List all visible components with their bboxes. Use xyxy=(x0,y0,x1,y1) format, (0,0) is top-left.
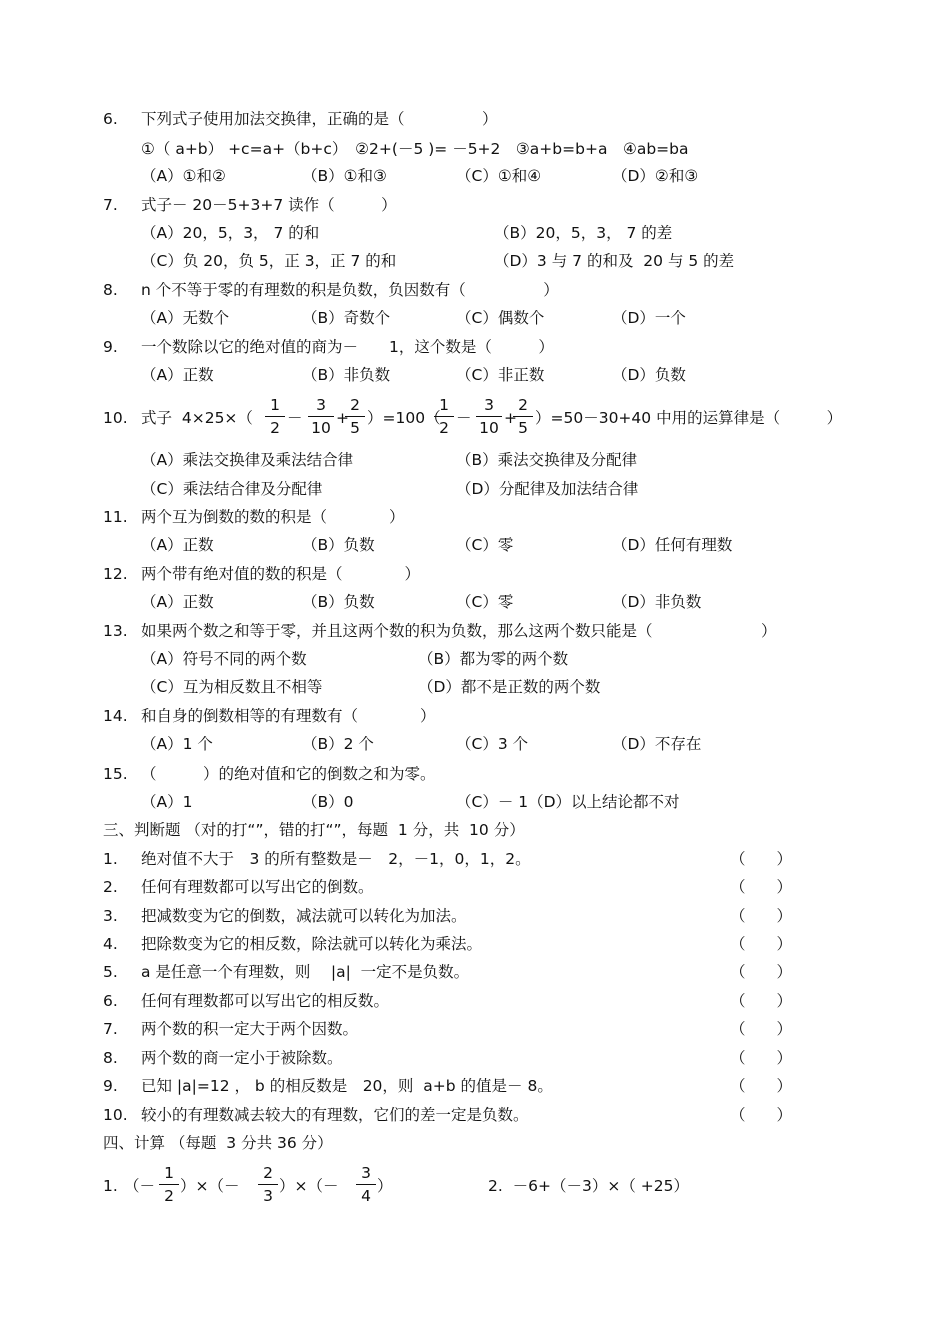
q8-option-c: （C）偶数个 xyxy=(456,309,545,327)
q14-option-a: （A）1 个 xyxy=(141,735,213,753)
q10-fraction-6: 2 5 xyxy=(513,396,533,437)
q10-operator-3: － xyxy=(456,409,472,427)
q14-stem: 和自身的倒数相等的有理数有（ ） xyxy=(141,707,436,725)
tf-7-answer-blank[interactable]: （ ） xyxy=(730,1020,793,1038)
q10-fraction-1: 1 2 xyxy=(265,396,285,437)
section-3-title: 三、判断题 （对的打“”，错的打“”，每题 1 分，共 10 分） xyxy=(103,821,525,839)
q9-option-d: （D）负数 xyxy=(612,366,686,384)
calc-1-fraction-3: 3 4 xyxy=(356,1164,376,1205)
section-4-title: 四、计算 （每题 3 分共 36 分） xyxy=(103,1134,333,1152)
q10-fraction-5: 3 10 xyxy=(476,396,502,437)
tf-9-answer-blank[interactable]: （ ） xyxy=(730,1077,793,1095)
q15-option-b: （B）0 xyxy=(302,793,354,811)
q12-option-b: （B）负数 xyxy=(302,593,375,611)
q11-option-d: （D）任何有理数 xyxy=(612,536,733,554)
q10-number: 10. xyxy=(103,409,128,427)
tf-8-answer-blank[interactable]: （ ） xyxy=(730,1049,793,1067)
q6-option-b: （B）①和③ xyxy=(302,167,387,185)
q11-option-a: （A）正数 xyxy=(141,536,214,554)
q7-option-b: （B）20，5，3， 7 的差 xyxy=(494,224,673,242)
tf-10-text: 较小的有理数减去较大的有理数，它们的差一定是负数。 xyxy=(141,1106,529,1124)
q9-option-b: （B）非负数 xyxy=(302,366,391,384)
tf-9-text: 已知 |a|=12 ， b 的相反数是 20，则 a+b 的值是－ 8。 xyxy=(141,1077,553,1095)
calc-1-close: ） xyxy=(377,1177,393,1195)
tf-3-number: 3. xyxy=(103,907,118,925)
tf-4-answer-blank[interactable]: （ ） xyxy=(730,935,793,953)
q12-option-a: （A）正数 xyxy=(141,593,214,611)
tf-1-number: 1. xyxy=(103,850,118,868)
q8-option-d: （D）一个 xyxy=(612,309,686,327)
calc-1-mult-2: ）×（－ xyxy=(279,1177,339,1195)
q6-option-a: （A）①和② xyxy=(141,167,226,185)
tf-3-answer-blank[interactable]: （ ） xyxy=(730,907,793,925)
q13-number: 13. xyxy=(103,622,128,640)
tf-2-answer-blank[interactable]: （ ） xyxy=(730,878,793,896)
q11-number: 11. xyxy=(103,508,128,526)
q11-option-c: （C）零 xyxy=(456,536,514,554)
calc-1-fraction-2: 2 3 xyxy=(258,1164,278,1205)
q14-option-b: （B）2 个 xyxy=(302,735,374,753)
tf-7-number: 7. xyxy=(103,1020,118,1038)
q9-number: 9. xyxy=(103,338,118,356)
calc-2-expression: 2. －6+（－3）×（ +25） xyxy=(488,1177,689,1195)
q12-option-c: （C）零 xyxy=(456,593,514,611)
q10-middle: ）=100（ xyxy=(367,409,441,427)
tf-8-number: 8. xyxy=(103,1049,118,1067)
calc-1-mult-1: ）×（－ xyxy=(180,1177,240,1195)
q13-option-b: （B）都为零的两个数 xyxy=(418,650,569,668)
q11-stem: 两个互为倒数的数的积是（ ） xyxy=(141,508,405,526)
calc-1-number: 1. xyxy=(103,1177,118,1195)
q7-option-a: （A）20，5，3， 7 的和 xyxy=(141,224,320,242)
q6-number: 6. xyxy=(103,110,118,128)
tf-1-answer-blank[interactable]: （ ） xyxy=(730,850,793,868)
tf-9-number: 9. xyxy=(103,1077,118,1095)
calc-1-fraction-1: 1 2 xyxy=(159,1164,179,1205)
q15-option-c: （C）－ 1（D）以上结论都不对 xyxy=(456,793,680,811)
q15-number: 15. xyxy=(103,765,128,783)
q10-fraction-2: 3 10 xyxy=(308,396,334,437)
q13-option-a: （A）符号不同的两个数 xyxy=(141,650,307,668)
tf-6-answer-blank[interactable]: （ ） xyxy=(730,992,793,1010)
tf-6-text: 任何有理数都可以写出它的相反数。 xyxy=(141,992,390,1010)
tf-2-text: 任何有理数都可以写出它的倒数。 xyxy=(141,878,374,896)
tf-4-number: 4. xyxy=(103,935,118,953)
q12-stem: 两个带有绝对值的数的积是（ ） xyxy=(141,565,421,583)
tf-4-text: 把除数变为它的相反数，除法就可以转化为乘法。 xyxy=(141,935,483,953)
q10-option-c: （C）乘法结合律及分配律 xyxy=(141,480,323,498)
q8-stem: n 个不等于零的有理数的积是负数，负因数有（ ） xyxy=(141,281,559,299)
q9-stem: 一个数除以它的绝对值的商为－ 1，这个数是（ ） xyxy=(141,338,554,356)
tf-8-text: 两个数的商一定小于被除数。 xyxy=(141,1049,343,1067)
q10-option-b: （B）乘法交换律及分配律 xyxy=(456,451,638,469)
q13-option-d: （D）都不是正数的两个数 xyxy=(418,678,601,696)
q10-operator-1: － xyxy=(287,409,303,427)
q7-number: 7. xyxy=(103,196,118,214)
q14-number: 14. xyxy=(103,707,128,725)
q13-stem: 如果两个数之和等于零，并且这两个数的积为负数，那么这两个数只能是（ ） xyxy=(141,622,777,640)
q14-option-d: （D）不存在 xyxy=(612,735,702,753)
q7-option-d: （D）3 与 7 的和及 20 与 5 的差 xyxy=(494,252,735,270)
q9-option-c: （C）非正数 xyxy=(456,366,545,384)
q10-stem-tail: ）=50－30+40 中用的运算律是（ ） xyxy=(535,409,843,427)
tf-7-text: 两个数的积一定大于两个因数。 xyxy=(141,1020,359,1038)
q6-items: ①（ a+b） +c=a+（b+c） ②2+(－5 )= －5+2 ③a+b=b+a ④ab=ba xyxy=(141,140,689,158)
tf-2-number: 2. xyxy=(103,878,118,896)
q9-option-a: （A）正数 xyxy=(141,366,214,384)
q10-operator-2: + xyxy=(336,409,349,427)
q7-stem: 式子－ 20－5+3+7 读作（ ） xyxy=(141,196,397,214)
q14-option-c: （C）3 个 xyxy=(456,735,529,753)
tf-10-number: 10. xyxy=(103,1106,128,1124)
q8-option-b: （B）奇数个 xyxy=(302,309,391,327)
q10-option-a: （A）乘法交换律及乘法结合律 xyxy=(141,451,354,469)
tf-1-text: 绝对值不大于 3 的所有整数是－ 2，－1，0，1，2。 xyxy=(141,850,531,868)
q10-fraction-4: 1 2 xyxy=(434,396,454,437)
tf-5-text: a 是任意一个有理数，则 |a| 一定不是负数。 xyxy=(141,963,470,981)
tf-3-text: 把减数变为它的倒数，减法就可以转化为加法。 xyxy=(141,907,467,925)
q6-option-c: （C）①和④ xyxy=(456,167,542,185)
q8-option-a: （A）无数个 xyxy=(141,309,230,327)
q10-fraction-3: 2 5 xyxy=(345,396,365,437)
q10-operator-4: + xyxy=(504,409,517,427)
q6-option-d: （D）②和③ xyxy=(612,167,699,185)
q15-option-a: （A）1 xyxy=(141,793,193,811)
q6-stem: 下列式子使用加法交换律，正确的是（ ） xyxy=(141,110,498,128)
q7-option-c: （C）负 20，负 5，正 3，正 7 的和 xyxy=(141,252,397,270)
q13-option-c: （C）互为相反数且不相等 xyxy=(141,678,323,696)
q10-option-d: （D）分配律及加法结合律 xyxy=(456,480,639,498)
q12-option-d: （D）非负数 xyxy=(612,593,702,611)
calc-1-open-1: （－ xyxy=(124,1177,156,1195)
q12-number: 12. xyxy=(103,565,128,583)
tf-10-answer-blank[interactable]: （ ） xyxy=(730,1106,793,1124)
q8-number: 8. xyxy=(103,281,118,299)
q10-stem-start: 式子 4×25×（ xyxy=(141,409,253,427)
tf-5-number: 5. xyxy=(103,963,118,981)
tf-6-number: 6. xyxy=(103,992,118,1010)
q15-stem: （ ）的绝对值和它的倒数之和为零。 xyxy=(141,765,436,783)
tf-5-answer-blank[interactable]: （ ） xyxy=(730,963,793,981)
q11-option-b: （B）负数 xyxy=(302,536,375,554)
